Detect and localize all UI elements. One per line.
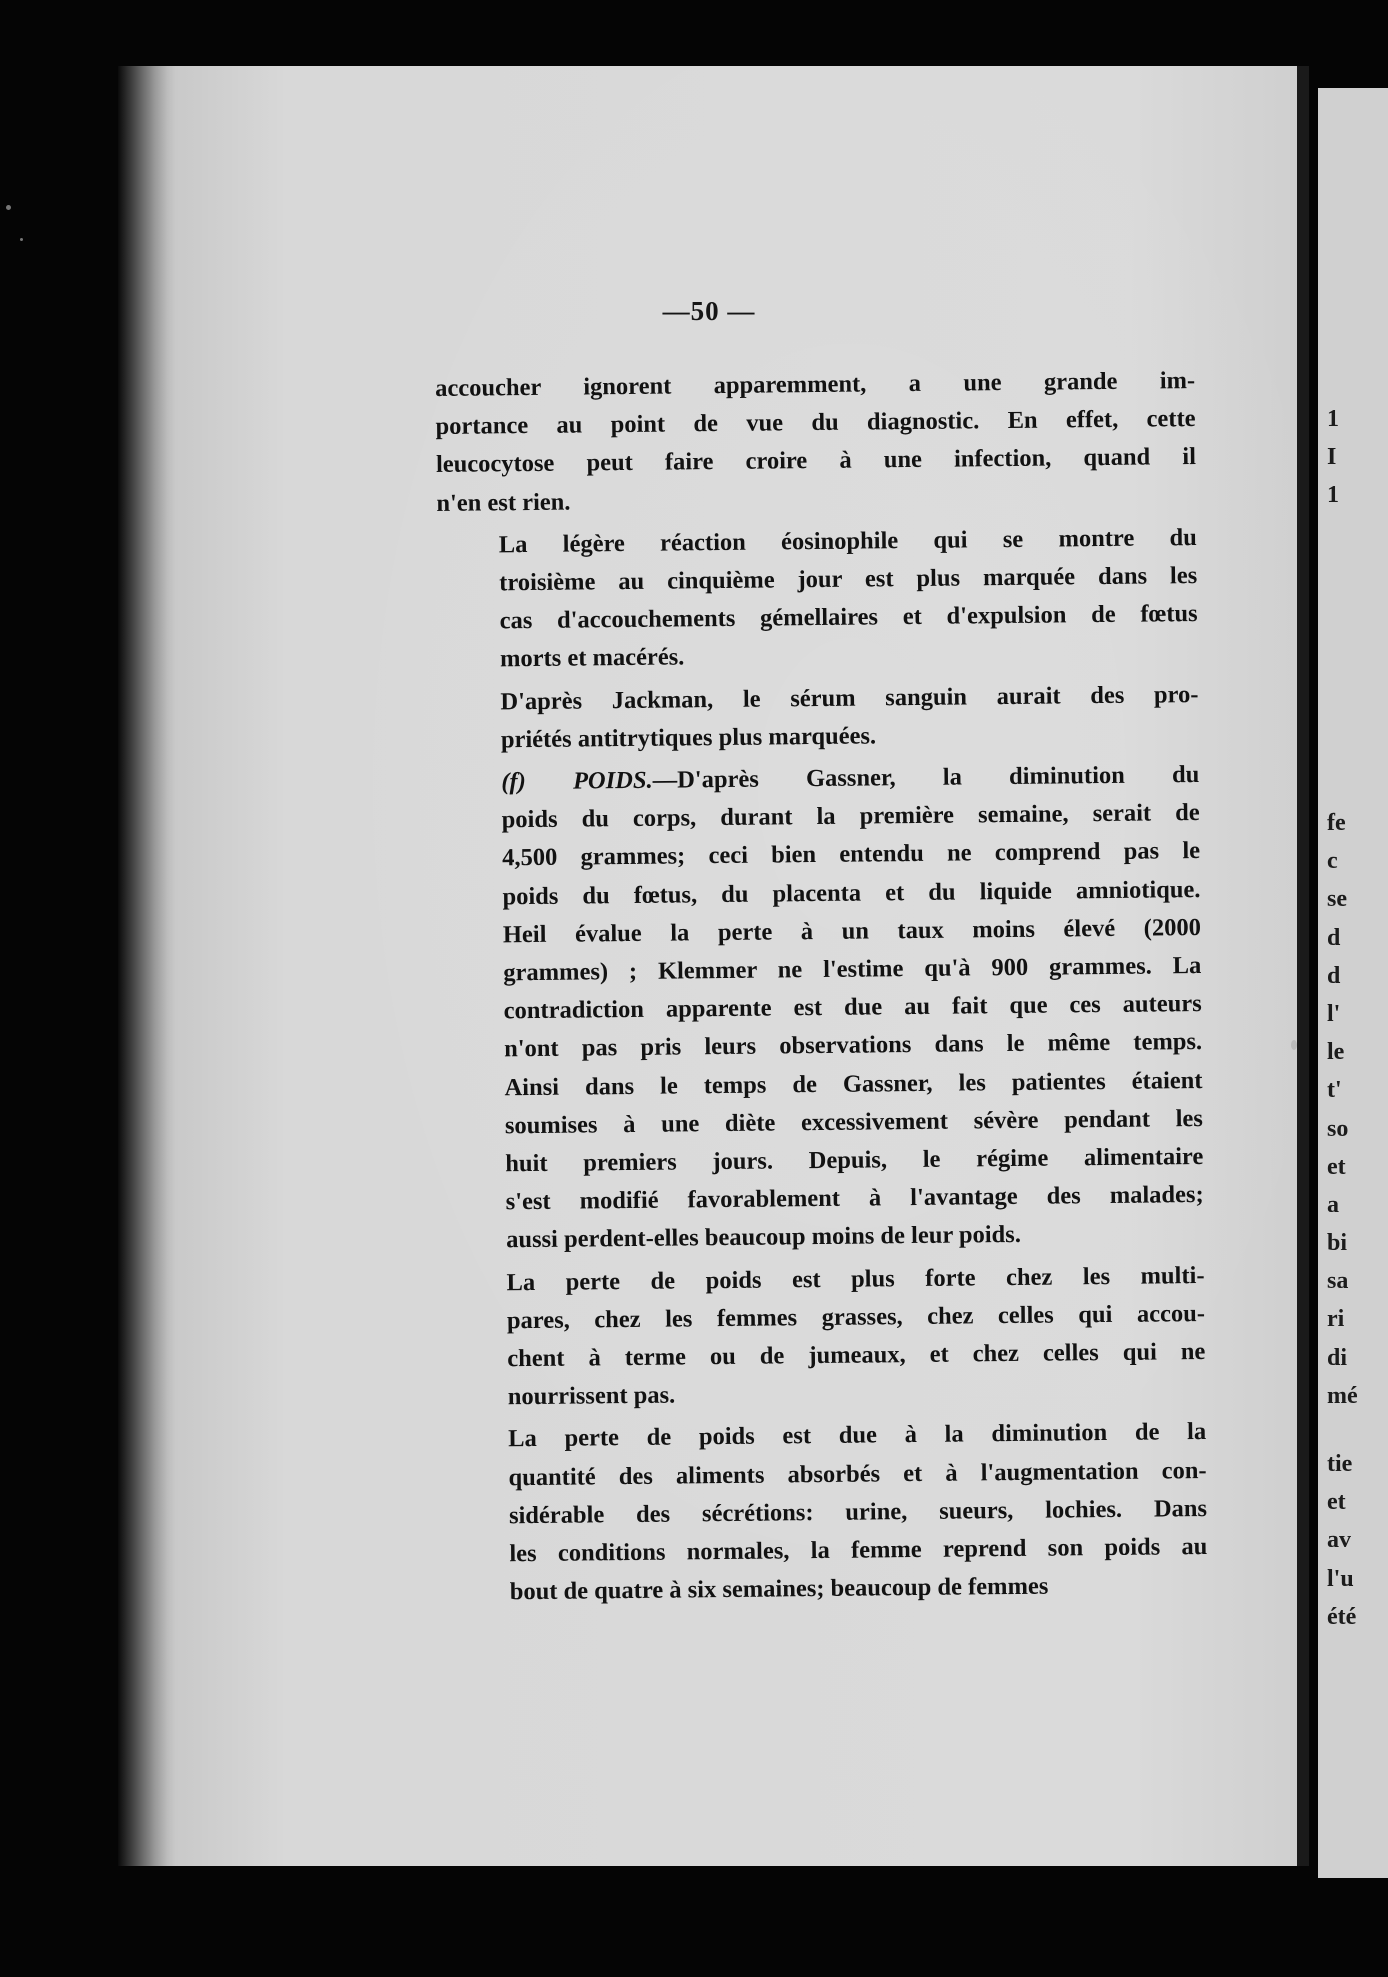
scan-speck <box>6 205 11 210</box>
facing-page-text-bottom <box>1327 1445 1388 1636</box>
facing-fragment: l' <box>1327 1000 1341 1027</box>
book-binding-edge <box>118 66 180 1866</box>
facing-fragment: 1 <box>1327 482 1339 509</box>
page-number: —50 — <box>662 296 756 326</box>
facing-fragment: et <box>1327 1489 1346 1516</box>
facing-fragment: c <box>1327 848 1338 875</box>
text-line: D'après Jackman, le sérum sanguin aurait des pro- <box>500 680 1199 715</box>
facing-fragment: été <box>1327 1603 1357 1630</box>
facing-fragment: di <box>1327 1344 1348 1371</box>
facing-fragment: 1 <box>1327 406 1339 432</box>
facing-fragment: d <box>1327 962 1341 989</box>
scan-speck <box>20 238 23 241</box>
text-line: portance au point de vue du diagnostic. En effet, cette <box>435 405 1196 441</box>
paragraph <box>446 1413 1208 1612</box>
text-line: grammes) ; Klemmer ne l'estime qu'à 900 grammes. La <box>503 952 1202 987</box>
text-line: La perte de poids est due à la diminution de la <box>508 1418 1207 1453</box>
text-line: cas d'accouchements gémellaires et d'expulsion de fœtus <box>499 600 1198 635</box>
facing-fragment: fe <box>1327 810 1346 836</box>
facing-fragment: et <box>1327 1153 1346 1180</box>
text-line: morts et macérés. <box>499 643 685 673</box>
paragraph <box>444 1257 1206 1418</box>
text-line: La perte de poids est plus forte chez les multi- <box>506 1261 1205 1296</box>
facing-fragment: d <box>1327 924 1341 951</box>
scan-speck <box>1291 1040 1297 1050</box>
text-line: contradiction apparente est due au fait que ces auteurs <box>503 990 1202 1025</box>
text-line: les conditions normales, la femme reprend son poids au <box>509 1533 1208 1568</box>
facing-fragment: I <box>1327 444 1337 471</box>
text-line: 4,500 grammes; ceci bien entendu ne comprend pas le <box>501 837 1201 872</box>
text-line: aussi perdent-elles beaucoup moins de leur poids. <box>505 1221 1022 1254</box>
facing-fragment: av <box>1327 1527 1351 1554</box>
facing-page-text-middle <box>1327 804 1388 1415</box>
text-line: leucocytose peut faire croire à une infection, quand il <box>435 443 1197 479</box>
text-line: soumises à une diète excessivement sévère pendant les <box>504 1104 1204 1140</box>
text-line: Ainsi dans le temps de Gassner, les patientes étaient <box>504 1066 1203 1101</box>
text-line: huit premiers jours. Depuis, le régime alimentaire <box>505 1143 1204 1178</box>
facing-fragment: l'u <box>1327 1565 1354 1592</box>
text-line: accoucher ignorent apparemment, a une grande im- <box>435 367 1196 402</box>
text-line: s'est modifié favorablement à l'avantage des malades; <box>505 1181 1204 1216</box>
text-line: poids du corps, durant la première semaine, serait de <box>501 799 1200 834</box>
facing-fragment: so <box>1327 1115 1349 1142</box>
body-text <box>435 362 1208 1616</box>
facing-fragment: tie <box>1327 1451 1353 1477</box>
facing-fragment: se <box>1327 886 1347 913</box>
facing-fragment: t' <box>1327 1077 1342 1104</box>
text-line: poids du fœtus, du placenta et du liquide amniotique. <box>502 875 1201 910</box>
facing-fragment: a <box>1327 1191 1339 1218</box>
section-label: (f) POIDS. <box>501 766 653 796</box>
text-line: bout de quatre à six semaines; beaucoup de femmes <box>509 1572 1049 1606</box>
paragraph <box>438 676 1199 760</box>
text-line: pares, chez les femmes grasses, chez celles qui accou- <box>506 1299 1206 1335</box>
facing-fragment: ri <box>1327 1306 1345 1333</box>
text-line: Heil évalue la perte à un taux moins élevé (2000 <box>502 913 1202 949</box>
text-line: quantité des aliments absorbés et à l'augmentation con- <box>508 1456 1207 1491</box>
text-line: n'en est rien. <box>436 488 571 517</box>
facing-fragment: sa <box>1327 1268 1349 1295</box>
text-line: nourrissent pas. <box>507 1381 676 1411</box>
paragraph <box>439 756 1204 1261</box>
facing-page-text-top <box>1327 400 1388 515</box>
paragraph <box>435 362 1197 523</box>
text-line-rest: —D'après Gassner, la diminution du <box>652 761 1200 794</box>
text-line: La légère réaction éosinophile qui se montre du <box>498 523 1197 559</box>
text-line: chent à terme ou de jumeaux, et chez celles qui ne <box>507 1338 1206 1373</box>
text-line: troisième au cinquième jour est plus marquée dans les <box>499 562 1198 597</box>
text-line: n'ont pas pris leurs observations dans le même temps. <box>503 1028 1203 1063</box>
paragraph <box>437 519 1199 680</box>
facing-fragment: bi <box>1327 1230 1348 1257</box>
page-gutter-shadow <box>1297 66 1309 1866</box>
facing-fragment: le <box>1327 1039 1345 1066</box>
facing-fragment: mé <box>1327 1382 1358 1409</box>
text-line: priétés antitrytiques plus marquées. <box>500 722 877 754</box>
text-line: sidérable des sécrétions: urine, sueurs, lochies. Dans <box>508 1494 1208 1530</box>
